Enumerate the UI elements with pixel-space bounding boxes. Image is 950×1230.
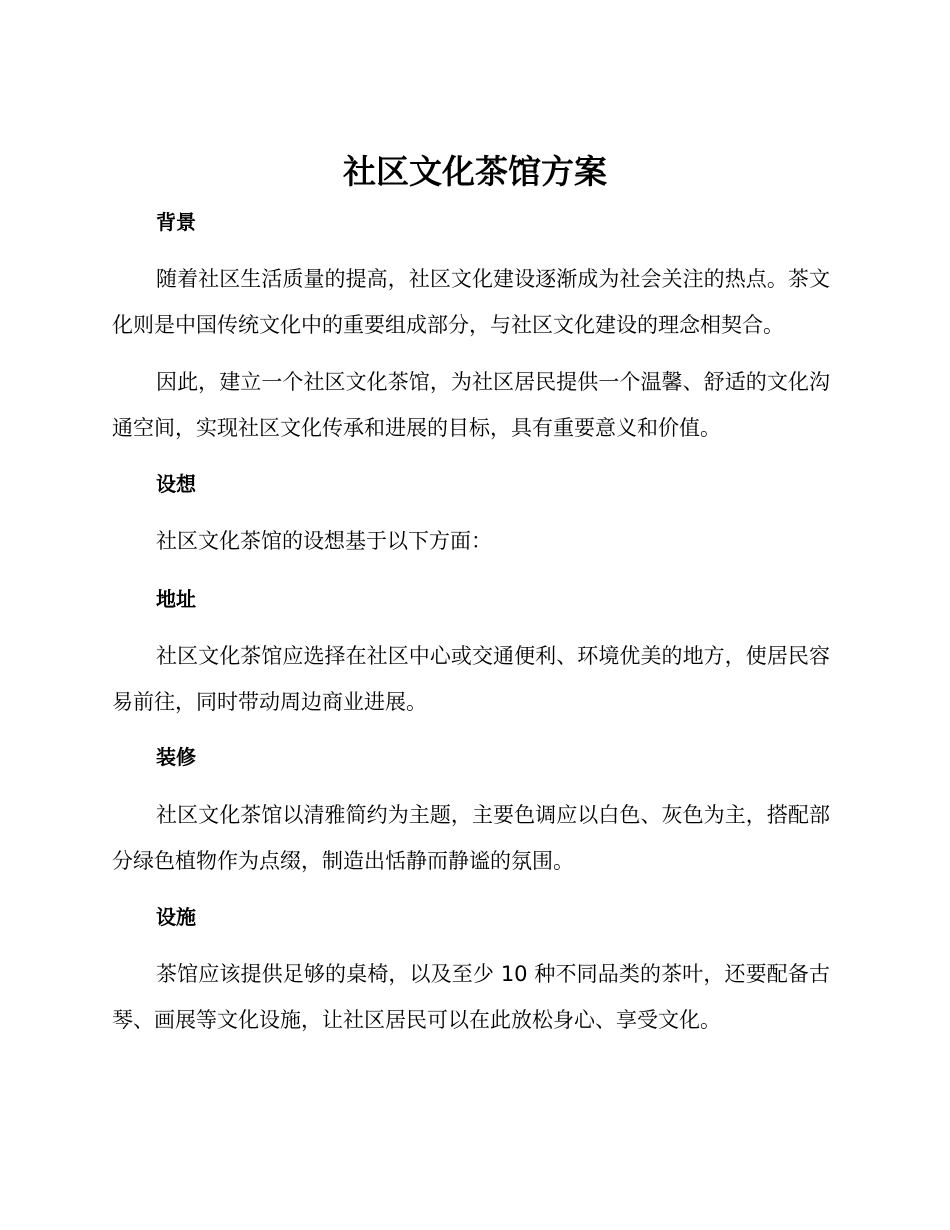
paragraph-background-1: 随着社区生活质量的提高，社区文化建设逐渐成为社会关注的热点。茶文化则是中国传统文化中的重要组成部分，与社区文化建设的理念相契合。 — [112, 267, 830, 337]
section-heading-facilities: 设施 — [156, 905, 196, 929]
section-heading-decoration: 装修 — [156, 745, 196, 769]
paragraph-concept: 社区文化茶馆的设想基于以下方面： — [156, 529, 492, 553]
section-heading-concept: 设想 — [156, 472, 196, 496]
section-heading-background: 背景 — [156, 210, 196, 234]
paragraph-facilities: 茶馆应该提供足够的桌椅，以及至少 10 种不同品类的茶叶，还要配备古琴、画展等文化设施，让社区居民可以在此放松身心、享受文化。 — [112, 962, 830, 1032]
document-title: 社区文化茶馆方案 — [343, 152, 607, 191]
section-heading-location: 地址 — [156, 587, 196, 611]
paragraph-decoration: 社区文化茶馆以清雅简约为主题，主要色调应以白色、灰色为主，搭配部分绿色植物作为点缀，制造出恬静而静谧的氛围。 — [112, 803, 830, 873]
paragraph-location: 社区文化茶馆应选择在社区中心或交通便利、环境优美的地方，使居民容易前往，同时带动周边商业进展。 — [112, 644, 830, 714]
paragraph-background-2: 因此，建立一个社区文化茶馆，为社区居民提供一个温馨、舒适的文化沟通空间，实现社区文化传承和进展的目标，具有重要意义和价值。 — [112, 370, 830, 440]
